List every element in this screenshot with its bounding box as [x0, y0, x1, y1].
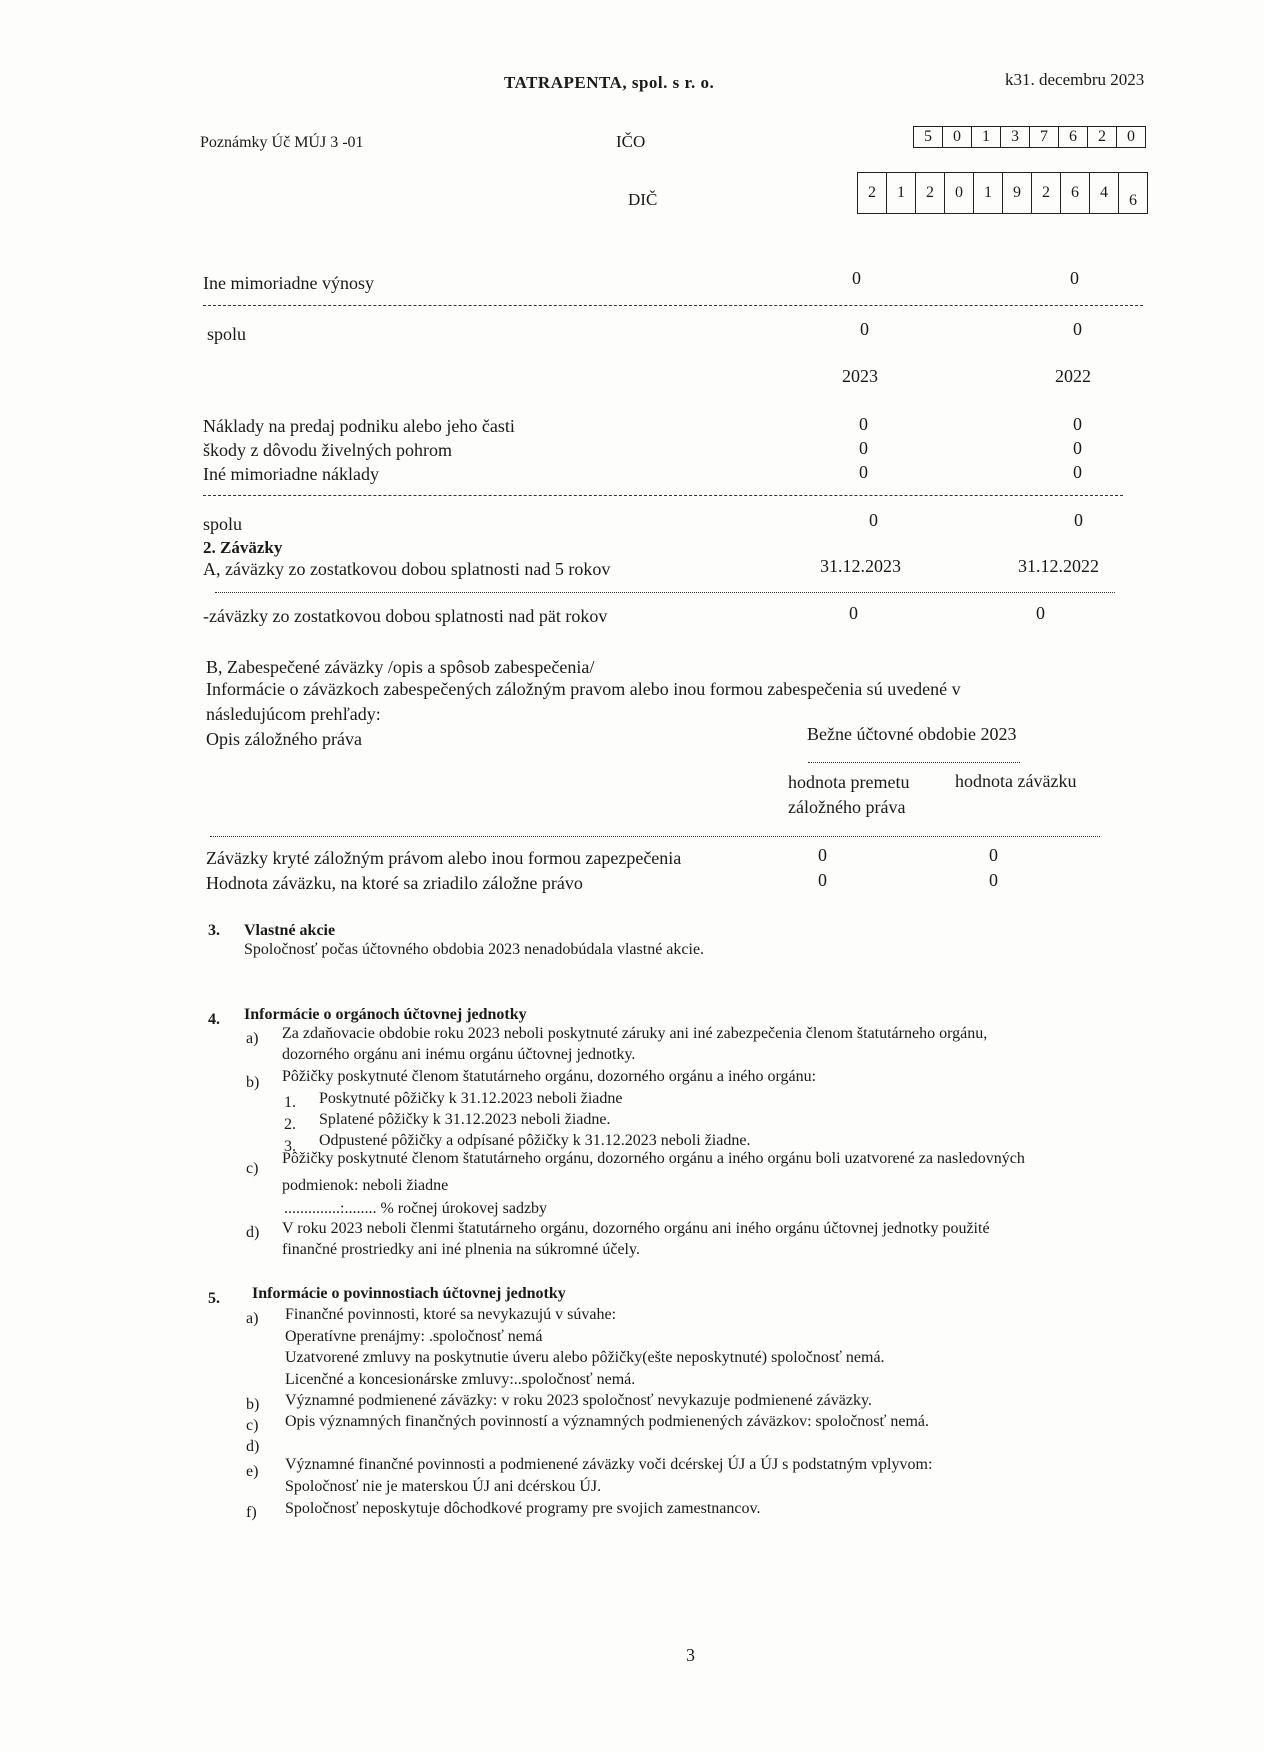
dic-digit: 6	[1129, 192, 1137, 209]
dic-digit: 1	[974, 173, 1003, 213]
section4-c-line2: podmienok: neboli žiadne	[282, 1177, 449, 1194]
liabilities-row-2022: 0	[1036, 603, 1045, 623]
section4-c-line1: Pôžičky poskytnuté členom štatutárneho orgánu, dozorného orgánu a iného orgánu boli uzatvorené za nasledovných	[282, 1150, 1025, 1167]
secured-info-line2: následujúcom prehľady:	[206, 704, 381, 724]
list-letter: f)	[246, 1504, 257, 1521]
col-liability-value: hodnota záväzku	[955, 771, 1077, 791]
ico-digit: 7	[1030, 127, 1059, 147]
year-2023-header: 2023	[842, 366, 878, 386]
liabilities-date-2022: 31.12.2022	[1018, 556, 1099, 576]
ico-boxes	[913, 126, 1146, 148]
ico-digit: 0	[943, 127, 972, 147]
dic-digit: 0	[945, 173, 974, 213]
report-date: k31. decembru 2023	[1005, 70, 1145, 89]
list-number: 2.	[284, 1116, 296, 1133]
section4-a-line2: dozorného orgánu ani inému orgánu účtovnej jednotky.	[282, 1046, 636, 1063]
cost-row-label: škody z dôvodu živelných pohrom	[203, 440, 452, 460]
dotted-divider	[210, 836, 1100, 837]
secured-row-value2: 0	[989, 870, 998, 890]
dotted-divider	[808, 762, 1020, 763]
income-row-value-2023: 0	[852, 268, 861, 288]
dic-digit: 2	[858, 173, 887, 213]
section4-a-line1: Za zdaňovacie obdobie roku 2023 neboli poskytnuté záruky ani iné zabezpečenia členom štatutárneho orgánu,	[282, 1025, 988, 1042]
page-number: 3	[686, 1645, 695, 1665]
secured-row-label: Hodnota záväzku, na ktoré sa zriadilo záložne právo	[206, 873, 583, 893]
col-pledge-value-line2: záložného práva	[788, 797, 906, 817]
section3-text: Spoločnosť počas účtovného obdobia 2023 nenadobúdala vlastné akcie.	[244, 941, 705, 958]
liabilities-row-label: -záväzky zo zostatkovou dobou splatnosti nad pät rokov	[203, 606, 608, 626]
ico-digit: 1	[972, 127, 1001, 147]
secured-info-line1: Informácie o záväzkoch zabespečených záložným pravom alebo inou formou zabespečenia sú uvedené v	[206, 679, 961, 699]
ico-digit: 0	[1127, 128, 1135, 145]
section3-number: 3.	[208, 922, 220, 939]
dic-digit: 2	[1032, 173, 1061, 213]
list-letter: b)	[246, 1074, 260, 1091]
section4-d-line2: finančné prostriedky ani iné plnenia na súkromné účely.	[282, 1241, 640, 1258]
ico-label: IČO	[616, 132, 646, 151]
cost-total-label: spolu	[203, 514, 243, 534]
secured-title: B, Zabespečené záväzky /opis a spôsob zabespečenia/	[206, 657, 595, 677]
section5-title: Informácie o povinnostiach účtovnej jednotky	[252, 1285, 566, 1302]
dic-digit: 4	[1090, 173, 1119, 213]
dic-boxes	[857, 172, 1148, 214]
ico-digit: 6	[1059, 127, 1088, 147]
form-label: Poznámky Úč MÚJ 3 -01	[200, 134, 364, 151]
cost-row-value-2023: 0	[859, 414, 868, 434]
section5-number: 5.	[208, 1290, 220, 1307]
divider	[203, 495, 1123, 496]
cost-row-value-2022: 0	[1073, 438, 1082, 458]
list-letter: c)	[246, 1417, 259, 1434]
ico-digit: 5	[914, 127, 943, 147]
liabilities-row-2023: 0	[849, 603, 858, 623]
section5-a-line1: Finančné povinnosti, ktoré sa nevykazujú v súvahe:	[285, 1306, 617, 1323]
income-total-2022: 0	[1073, 319, 1082, 339]
dic-label: DIČ	[628, 190, 658, 209]
secured-row-value1: 0	[818, 845, 827, 865]
income-row-value-2022: 0	[1070, 268, 1079, 288]
ico-digit: 2	[1088, 127, 1117, 147]
list-number: 1.	[284, 1094, 296, 1111]
cost-row-value-2023: 0	[859, 438, 868, 458]
liabilities-date-2023: 31.12.2023	[820, 556, 901, 576]
dic-digit: 9	[1003, 173, 1032, 213]
cost-total-2022: 0	[1074, 510, 1083, 530]
divider	[203, 305, 1143, 306]
section4-c-line3: ..............:........ % ročnej úrokovej sadzby	[284, 1200, 548, 1217]
cost-row-value-2022: 0	[1073, 414, 1082, 434]
secured-row-label: Záväzky kryté záložným právom alebo inou formou zapezpečenia	[206, 848, 682, 868]
section5-b-line1: Významné podmienené záväzky: v roku 2023 spoločnosť nevykazuje podmienené záväzky.	[285, 1392, 872, 1409]
cost-row-label: Náklady na predaj podniku alebo jeho časti	[203, 416, 515, 436]
section4-d-line1: V roku 2023 neboli členmi štatutárneho orgánu, dozorného orgánu ani iného orgánu účtovnej jednotky použité	[282, 1220, 990, 1237]
dic-digit: 2	[916, 173, 945, 213]
dotted-divider	[215, 592, 1115, 593]
list-letter: d)	[246, 1438, 260, 1455]
dic-digit: 6	[1061, 173, 1090, 213]
section4-b-item: Odpustené pôžičky a odpísané pôžičky k 31.12.2023 neboli žiadne.	[319, 1132, 751, 1149]
list-letter: d)	[246, 1224, 260, 1241]
income-total-2023: 0	[860, 319, 869, 339]
income-total-label: spolu	[207, 324, 247, 344]
company-name: TATRAPENTA, spol. s r. o.	[504, 73, 715, 92]
section5-e-line2: Spoločnosť nie je materskou ÚJ ani dcérskou ÚJ.	[285, 1478, 602, 1495]
section5-f-line1: Spoločnosť neposkytuje dôchodkové programy pre svojich zamestnancov.	[285, 1500, 761, 1517]
current-period-label: Bežne účtovné obdobie 2023	[807, 724, 1017, 744]
cost-row-value-2023: 0	[859, 462, 868, 482]
section5-e-line1: Významné finančné povinnosti a podmienené záväzky voči dcérskej ÚJ a ÚJ s podstatným vplyvom:	[285, 1456, 933, 1473]
list-letter: a)	[246, 1030, 259, 1047]
section4-b-item: Splatené pôžičky k 31.12.2023 neboli žiadne.	[319, 1111, 611, 1128]
liabilities-a-label: A, záväzky zo zostatkovou dobou splatnosti nad 5 rokov	[203, 559, 611, 579]
list-letter: b)	[246, 1396, 260, 1413]
section5-a-line3: Uzatvorené zmluvy na poskytnutie úveru alebo pôžičky(ešte neposkytnuté) spoločnosť nemá.	[285, 1349, 885, 1366]
section4-title: Informácie o orgánoch účtovnej jednotky	[244, 1006, 527, 1023]
cost-row-label: Iné mimoriadne náklady	[203, 464, 379, 484]
cost-row-value-2022: 0	[1073, 462, 1082, 482]
year-2022-header: 2022	[1055, 366, 1091, 386]
section4-b-item: Poskytnuté pôžičky k 31.12.2023 neboli žiadne	[319, 1090, 623, 1107]
ico-digit: 3	[1001, 127, 1030, 147]
section5-c-line1: Opis významných finančných povinností a významných podmienených záväzkov: spoločnosť nemá.	[285, 1413, 929, 1430]
secured-row-value1: 0	[818, 870, 827, 890]
secured-row-value2: 0	[989, 845, 998, 865]
col-pledge-value-line1: hodnota premetu	[788, 772, 910, 792]
section4-number: 4.	[208, 1011, 220, 1028]
income-row-label: Ine mimoriadne výnosy	[203, 273, 374, 293]
liabilities-heading: 2. Záväzky	[203, 538, 283, 557]
section5-a-line4: Licenčné a koncesionárske zmluvy:..spoločnosť nemá.	[285, 1371, 636, 1388]
section5-a-line2: Operatívne prenájmy: .spoločnosť nemá	[285, 1328, 543, 1345]
list-letter: c)	[246, 1160, 259, 1177]
list-letter: e)	[246, 1463, 259, 1480]
section4-b-line1: Pôžičky poskytnuté členom štatutárneho orgánu, dozorného orgánu a iného orgánu:	[282, 1068, 817, 1085]
list-number: 3.	[284, 1138, 296, 1155]
list-letter: a)	[246, 1310, 259, 1327]
pledge-description-label: Opis záložného práva	[206, 729, 362, 749]
section3-title: Vlastné akcie	[244, 922, 336, 939]
dic-digit: 1	[887, 173, 916, 213]
cost-total-2023: 0	[869, 510, 878, 530]
